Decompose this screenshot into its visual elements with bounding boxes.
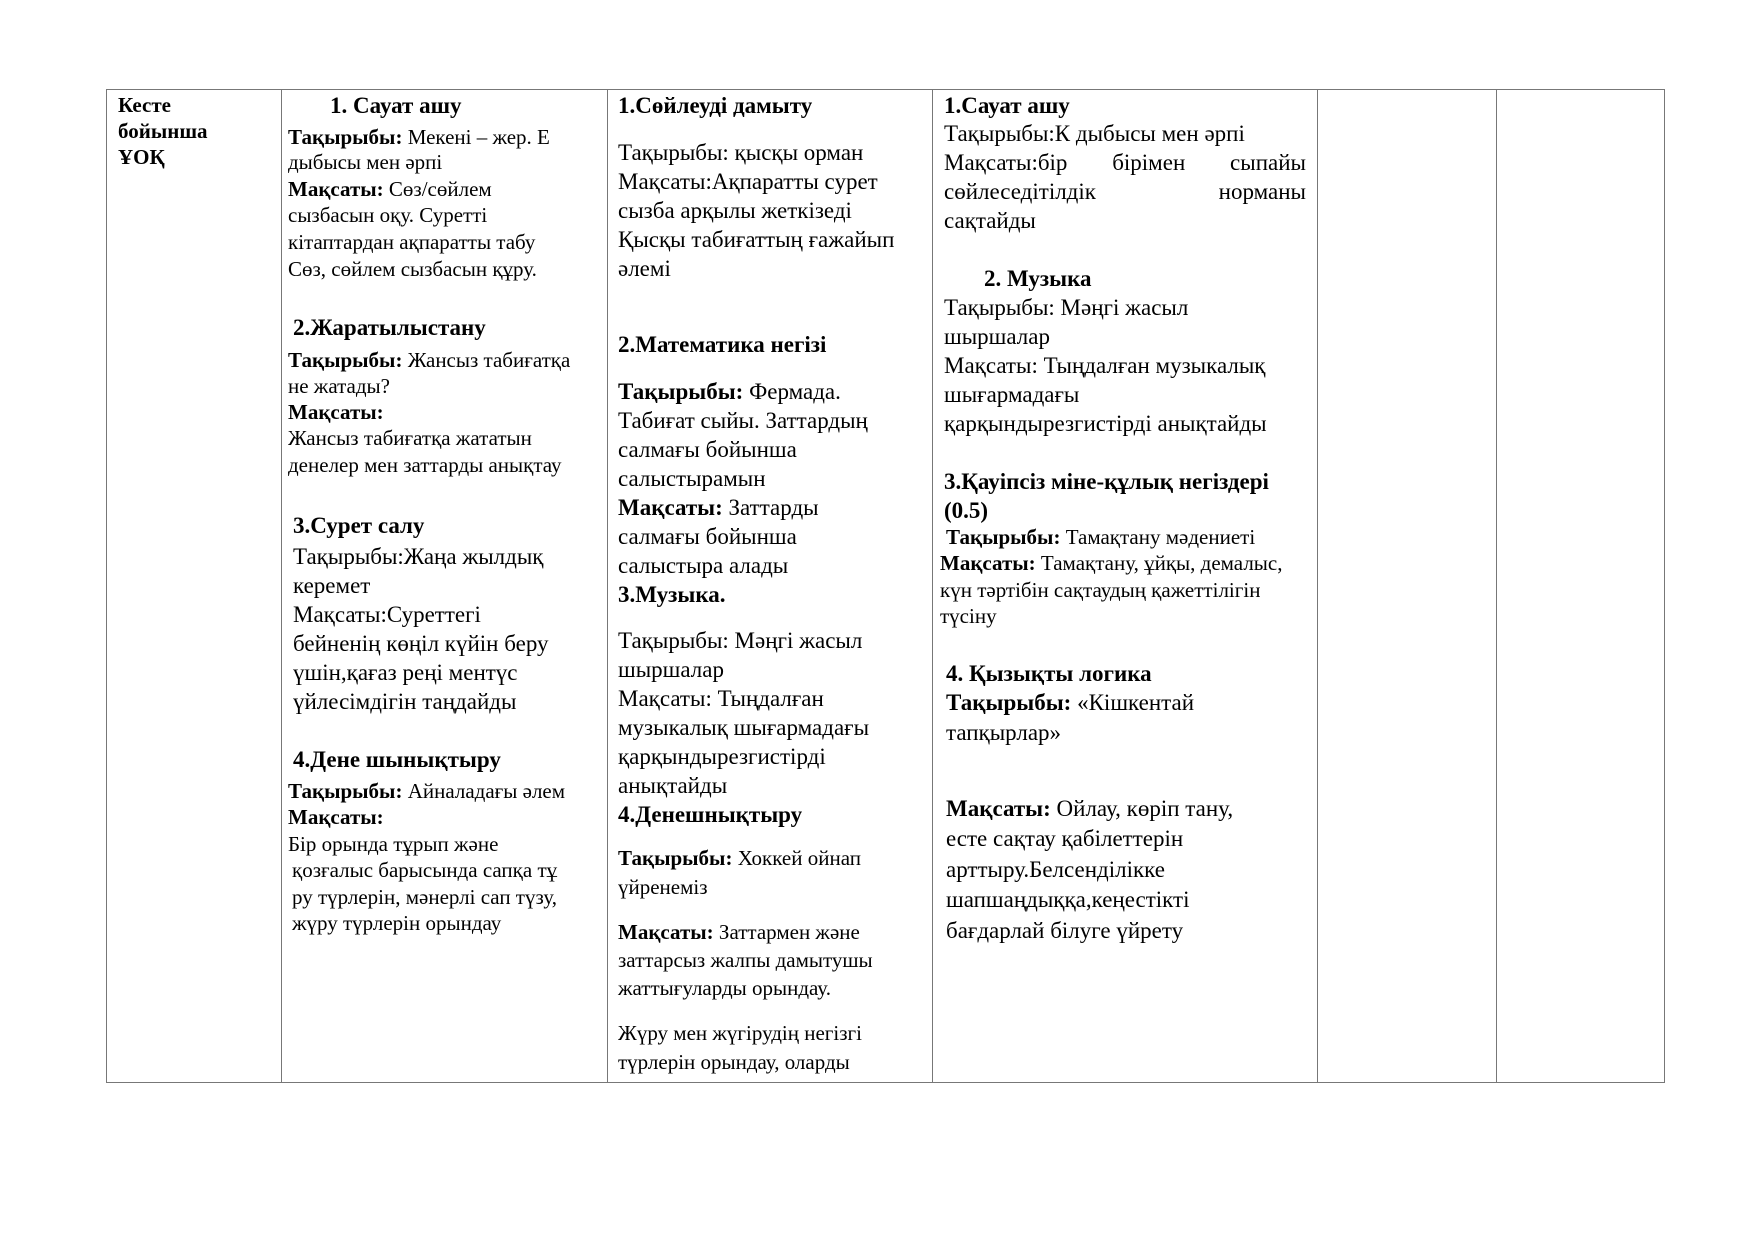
goal-word: Мақсаты:бір xyxy=(944,150,1068,175)
topic-line xyxy=(618,848,861,869)
goal-value: Ойлау, көріп тану, xyxy=(1050,796,1234,821)
topic-line: салмағы бойынша xyxy=(618,437,797,462)
topic-line xyxy=(288,127,550,148)
goal-line: ру түрлерін, мәнерлі сап түзу, xyxy=(292,885,557,909)
topic-line: керемет xyxy=(293,573,371,598)
goal-line: түрлерін орындау, оларды xyxy=(618,1050,850,1074)
topic-value: Мекені – жер. Е xyxy=(402,125,550,149)
subject-heading: 4.Денешнықтыру xyxy=(618,802,803,827)
topic-line: Тақырыбы: Мәңгі жасыл xyxy=(618,628,863,653)
topic-line: салыстырамын xyxy=(618,466,766,491)
goal-line: Мақсаты:Ақпаратты сурет xyxy=(618,169,878,194)
goal-line: бағдарлай білуге үйрету xyxy=(946,918,1184,943)
goal-line: Қысқы табиғаттың ғажайып xyxy=(618,227,895,252)
goal-value: Тамақтану, ұйқы, демалыс, xyxy=(1035,551,1283,575)
topic-line xyxy=(618,380,841,403)
goal-line: шығармадағы xyxy=(944,382,1080,407)
topic-label: Тақырыбы: xyxy=(288,779,403,803)
goal-line: шапшаңдыққа,кеңестікті xyxy=(946,887,1190,912)
goal-value: Заттармен және xyxy=(713,920,860,944)
row-header-line: бойынша xyxy=(118,119,208,143)
topic-line xyxy=(288,350,570,371)
goal-line: заттарсыз жалпы дамытушы xyxy=(618,948,873,972)
topic-label: Тақырыбы: xyxy=(618,846,733,870)
topic-line: Тақырыбы:К дыбысы мен әрпі xyxy=(944,121,1245,146)
subject-heading: 1.Сөйлеуді дамыту xyxy=(618,93,813,118)
goal-line: күн тәртібін сақтаудың қажеттілігін xyxy=(940,578,1261,602)
topic-label: Тақырыбы: xyxy=(288,348,403,372)
subject-heading: 3.Қауіпсіз міне-құлық негіздері xyxy=(944,469,1269,494)
goal-line: түсіну xyxy=(940,604,997,628)
goal-line xyxy=(946,797,1233,820)
column-divider xyxy=(932,89,933,1083)
goal-line xyxy=(618,496,819,519)
goal-line: Сөз, сөйлем сызбасын құру. xyxy=(288,257,537,281)
goal-word: бірімен xyxy=(1112,150,1186,175)
goal-line: денелер мен заттарды анықтау xyxy=(288,453,562,477)
goal-label: Мақсаты: xyxy=(288,805,384,829)
topic-line: Табиғат сыйы. Заттардың xyxy=(618,408,868,433)
topic-value: «Кішкентай xyxy=(1071,690,1195,715)
goal-line: сызба арқылы жеткізеді xyxy=(618,198,852,223)
goal-value: Заттарды xyxy=(722,495,819,520)
topic-line xyxy=(288,781,565,802)
topic-line: не жатады? xyxy=(288,374,390,398)
goal-line xyxy=(288,179,492,200)
goal-line: әлемі xyxy=(618,256,671,281)
row-header-line: ҰОҚ xyxy=(118,145,165,169)
goal-line: сызбасын оқу. Суретті xyxy=(288,203,488,227)
goal-line: қарқындырезгистірді анықтайды xyxy=(944,411,1267,436)
goal-line: Мақсаты: Тыңдалған xyxy=(618,686,824,711)
goal-value: Сөз/сөйлем xyxy=(383,177,492,201)
goal-label: Мақсаты: xyxy=(288,177,384,201)
goal-word: сөйлеседітілдік xyxy=(944,179,1096,204)
goal-line: үшін,қағаз реңі ментүс xyxy=(293,660,518,685)
subject-heading: (0.5) xyxy=(944,498,989,523)
topic-value: Фермада. xyxy=(743,379,841,404)
column-divider xyxy=(1496,89,1497,1083)
topic-line: үйренеміз xyxy=(618,875,708,899)
column-divider xyxy=(281,89,282,1083)
subject-heading: 4.Дене шынықтыру xyxy=(293,747,501,772)
goal-label: Мақсаты: xyxy=(940,551,1036,575)
goal-line: жаттығуларды орындау. xyxy=(618,976,831,1000)
subject-heading: 3.Сурет салу xyxy=(293,513,425,538)
goal-line: Мақсаты: Тыңдалған музыкалық xyxy=(944,353,1266,378)
topic-label: Тақырыбы: xyxy=(288,125,403,149)
goal-line xyxy=(944,180,1306,203)
goal-line: салыстыра алады xyxy=(618,553,789,578)
goal-line: қозғалыс барысында сапқа тұ xyxy=(292,858,558,882)
topic-line: Тақырыбы: қысқы орман xyxy=(618,140,864,165)
goal-line: арттыру.Белсенділікке xyxy=(946,857,1165,882)
goal-label: Мақсаты: xyxy=(288,400,384,424)
goal-line: бейненің көңіл күйін беру xyxy=(293,631,549,656)
row-header-line: Кесте xyxy=(118,93,171,117)
goal-line: Бір орында тұрып және xyxy=(288,832,499,856)
goal-line: Мақсаты:Суреттегі xyxy=(293,602,481,627)
topic-value: Хоккей ойнап xyxy=(732,846,861,870)
topic-line xyxy=(946,527,1255,548)
goal-line: салмағы бойынша xyxy=(618,524,797,549)
goal-line: музыкалық шығармадағы xyxy=(618,715,870,740)
goal-line: Жансыз табиғатқа жататын xyxy=(288,426,532,450)
topic-line xyxy=(946,691,1194,714)
subject-heading: 2.Жаратылыстану xyxy=(293,315,486,340)
subject-heading: 1.Сауат ашу xyxy=(944,93,1070,118)
goal-word: норманы xyxy=(1218,179,1306,204)
goal-line: қарқындырезгистірді xyxy=(618,744,826,769)
goal-line: анықтайды xyxy=(618,773,728,798)
topic-line: Тақырыбы:Жаңа жылдық xyxy=(293,544,544,569)
goal-line xyxy=(940,553,1282,574)
topic-line: шыршалар xyxy=(618,657,724,682)
goal-line: жүру түрлерін орындау xyxy=(292,911,502,935)
goal-line: есте сақтау қабілеттерін xyxy=(946,826,1184,851)
goal-line: Жүру мен жүгірудің негізгі xyxy=(618,1021,863,1045)
goal-label: Мақсаты: xyxy=(618,495,723,520)
subject-heading: 1. Сауат ашу xyxy=(330,93,462,118)
goal-line: кітаптардан ақпаратты табу xyxy=(288,230,536,254)
goal-label: Мақсаты: xyxy=(618,920,714,944)
goal-word: сыпайы xyxy=(1230,150,1306,175)
topic-label: Тақырыбы: xyxy=(946,525,1061,549)
topic-label: Тақырыбы: xyxy=(618,379,744,404)
topic-line: шыршалар xyxy=(944,324,1050,349)
goal-line xyxy=(618,922,860,943)
topic-line: дыбысы мен әрпі xyxy=(288,150,443,174)
goal-line: сақтайды xyxy=(944,208,1036,233)
subject-heading: 3.Музыка. xyxy=(618,582,726,607)
topic-line: тапқырлар» xyxy=(946,720,1062,745)
column-divider xyxy=(1317,89,1318,1083)
column-divider xyxy=(607,89,608,1083)
topic-value: Тамақтану мәдениеті xyxy=(1060,525,1256,549)
goal-line: үйлесімдігін таңдайды xyxy=(293,689,517,714)
topic-line: Тақырыбы: Мәңгі жасыл xyxy=(944,295,1189,320)
subject-heading: 4. Қызықты логика xyxy=(946,661,1152,686)
topic-label: Тақырыбы: xyxy=(946,690,1072,715)
topic-value: Жансыз табиғатқа xyxy=(402,348,571,372)
subject-heading: 2. Музыка xyxy=(984,266,1092,291)
goal-line xyxy=(944,151,1306,174)
topic-value: Айналадағы әлем xyxy=(402,779,566,803)
subject-heading: 2.Математика негізі xyxy=(618,332,827,357)
goal-label: Мақсаты: xyxy=(946,796,1051,821)
